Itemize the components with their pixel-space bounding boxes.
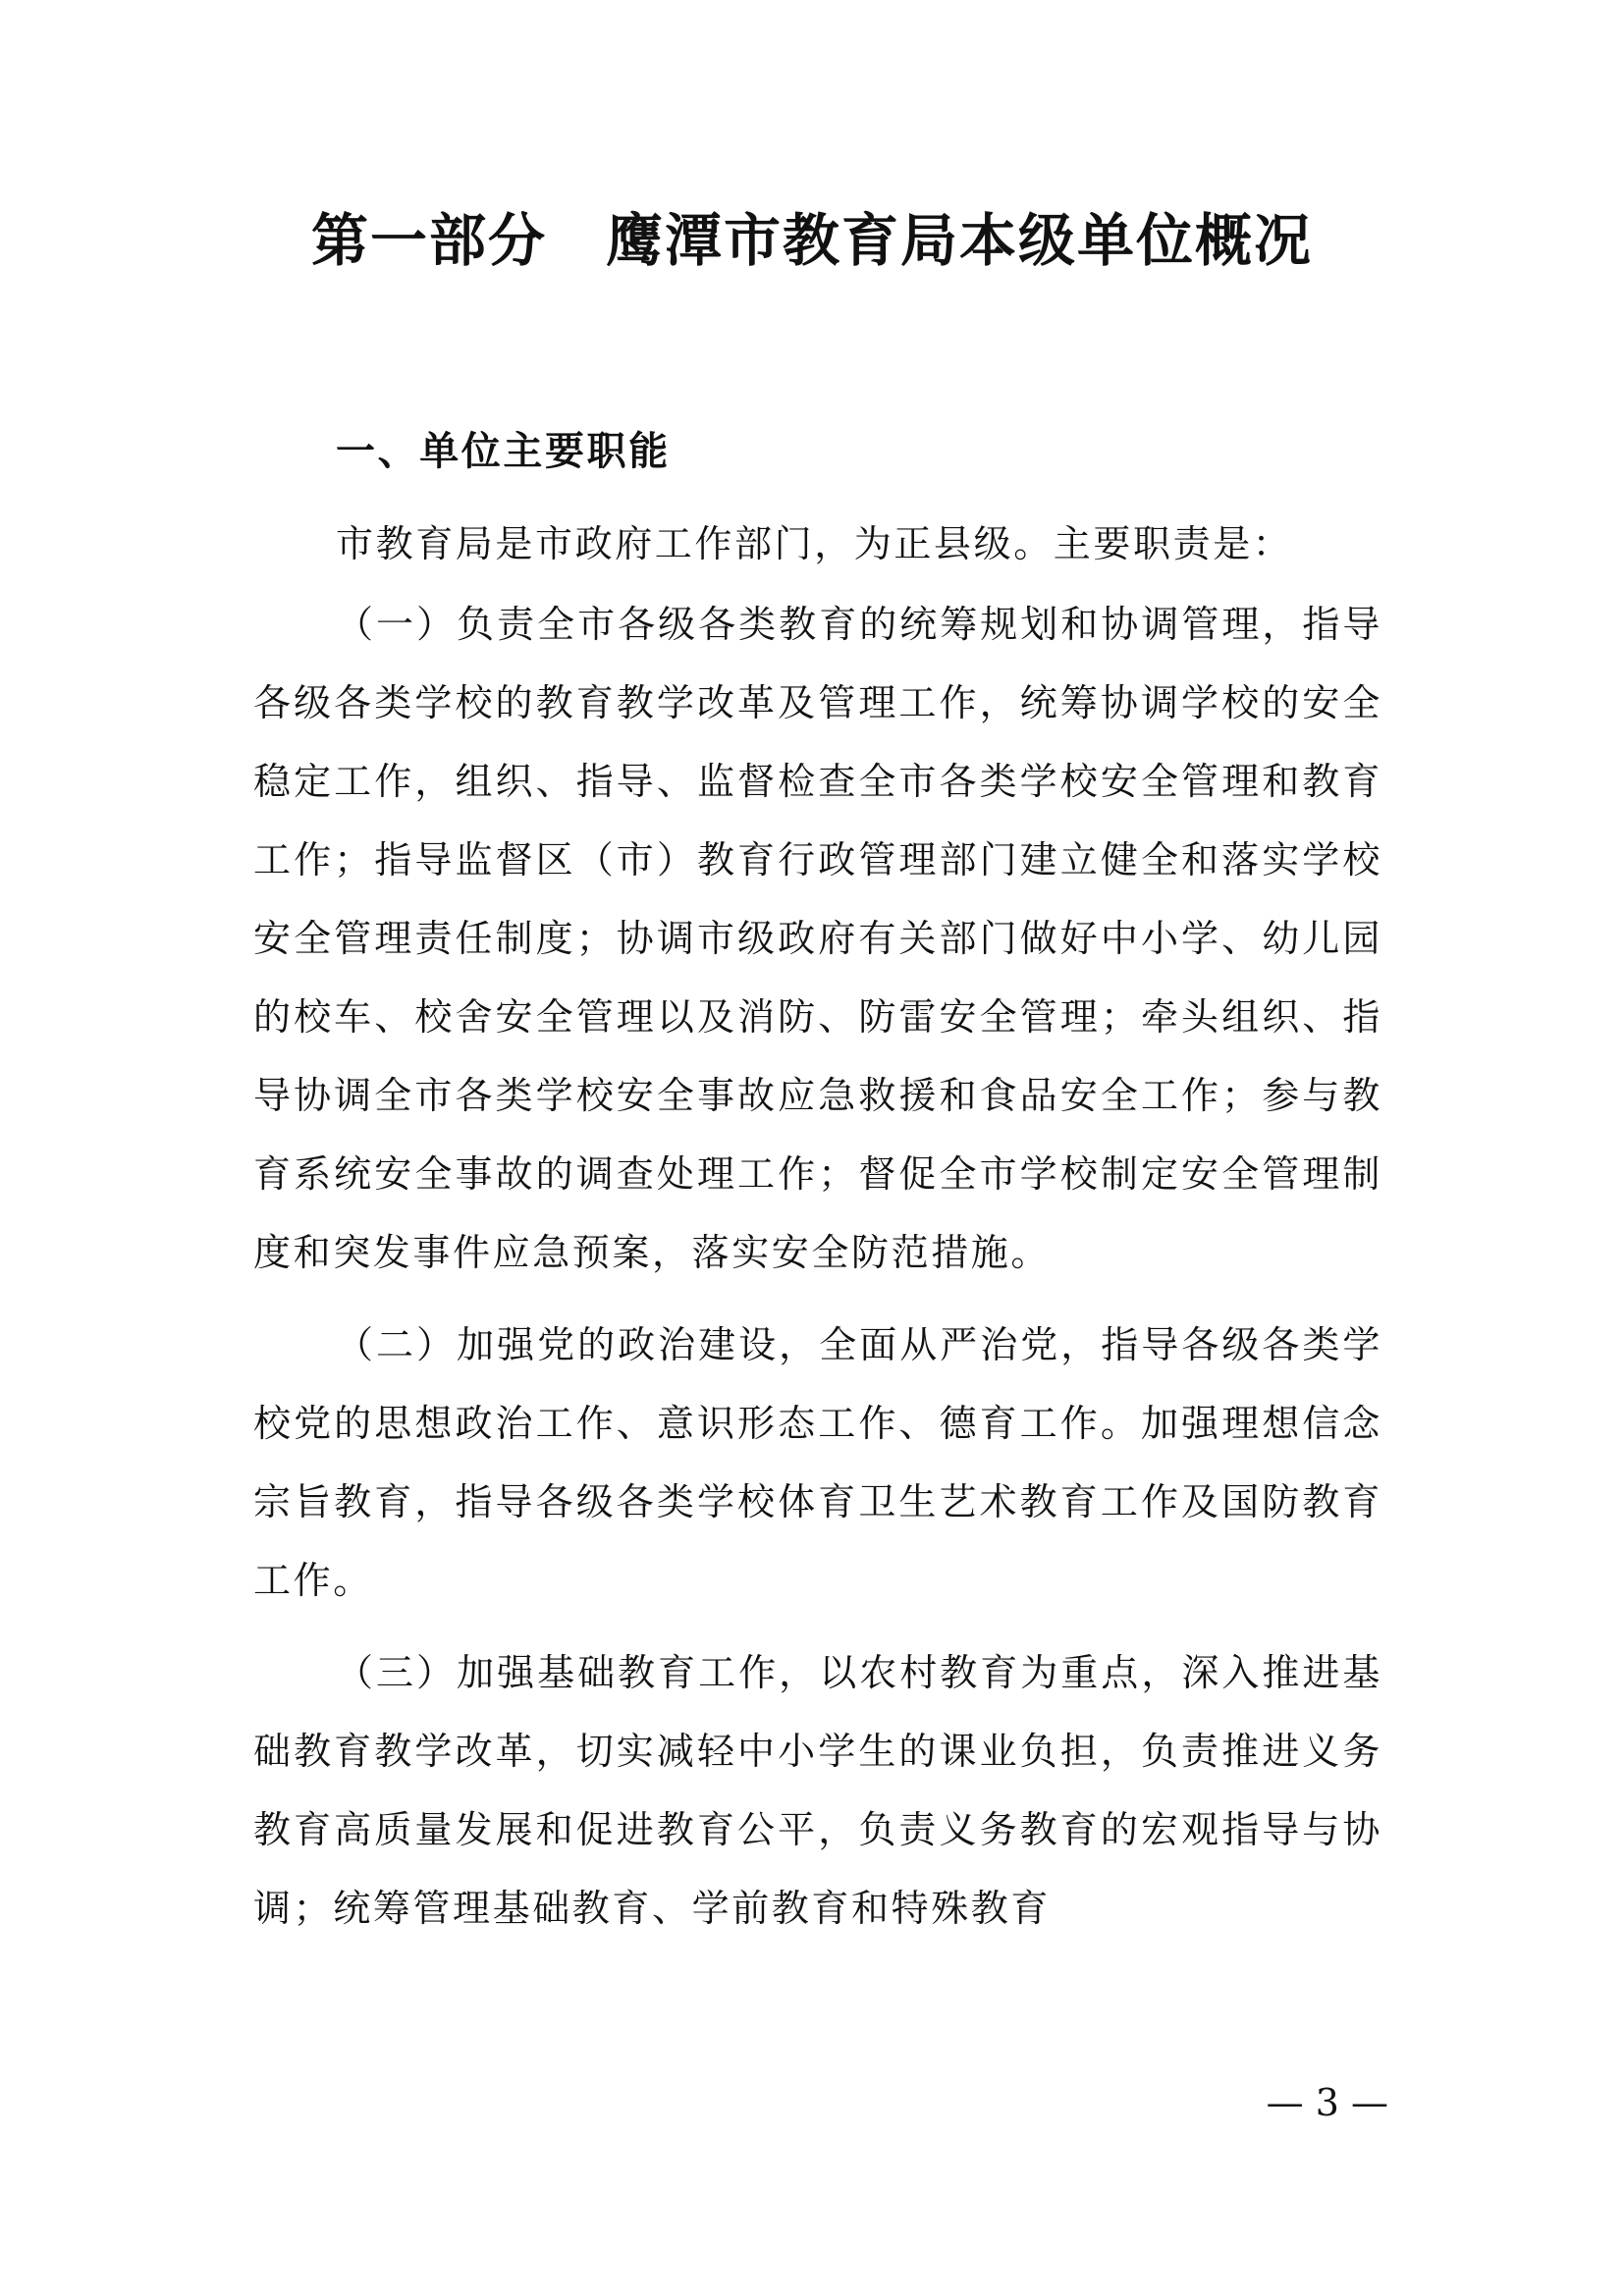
paragraph-intro: 市教育局是市政府工作部门，为正县级。主要职责是： — [336, 522, 1293, 565]
document-body — [253, 412, 1382, 1949]
document-title: 第一部分 鹰潭市教育局本级单位概况 — [310, 207, 1313, 274]
paragraph-duty-2: （二）加强党的政治建设，全面从严治党，指导各级各类学校党的思想政治工作、意识形态工作、德育工作。加强理想信念宗旨教育，指导各级各类学校体育卫生艺术教育工作及国防教育工作。 — [253, 1323, 1382, 1602]
paragraph-duty-3: （三）加强基础教育工作，以农村教育为重点，深入推进基础教育教学改革，切实减轻中小学生的课业负担，负责推进义务教育高质量发展和促进教育公平，负责义务教育的宏观指导与协调；统筹管理基础教育、学前教育和特殊教育 — [253, 1651, 1382, 1930]
paragraph-duty-1: （一）负责全市各级各类教育的统筹规划和协调管理，指导各级各类学校的教育教学改革及管理工作，统筹协调学校的安全稳定工作，组织、指导、监督检查全市各类学校安全管理和教育工作；指导监督区（市）教育行政管理部门建立健全和落实学校安全管理责任制度；协调市级政府有关部门做好中小学、幼儿园的校车、校舍安全管理以及消防、防雷安全管理；牵头组织、指导协调全市各类学校安全事故应急救援和食品安全工作；参与教育系统安全事故的调查处理工作；督促全市学校制定安全管理制度和突发事件应急预案，落实安全防范措施。 — [253, 603, 1382, 1274]
section-heading: 一、单位主要职能 — [336, 429, 671, 474]
page-number: — 3 — — [1266, 2081, 1388, 2124]
